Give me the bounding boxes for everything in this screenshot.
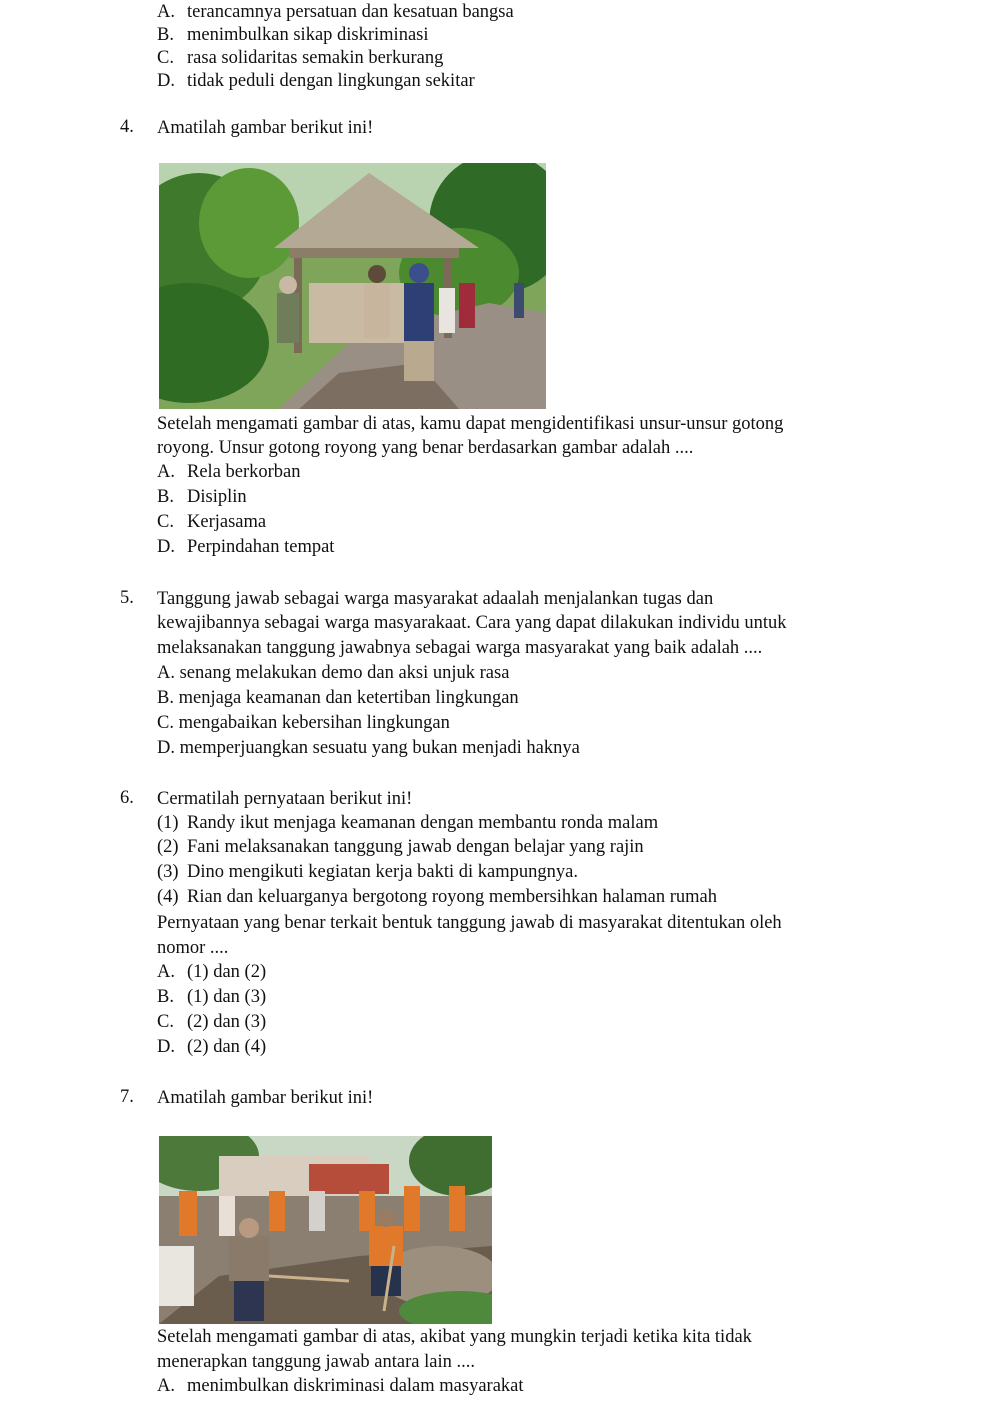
q6-statement-3: (3) Dino mengikuti kegiatan kerja bakti di kampungnya. bbox=[157, 862, 578, 882]
q5-question-line-3: melaksanakan tanggung jawabnya sebagai warga masyarakat yang baik adalah .... bbox=[157, 638, 763, 658]
q3-option-a[interactable]: A. terancamnya persatuan dan kesatuan bangsa bbox=[157, 2, 514, 22]
q3-option-d[interactable]: D. tidak peduli dengan lingkungan sekitar bbox=[157, 71, 475, 91]
q5-option-b[interactable]: B. menjaga keamanan dan ketertiban lingkungan bbox=[157, 688, 519, 708]
q7-number: 7. bbox=[120, 1087, 134, 1107]
q6-option-c[interactable]: C. (2) dan (3) bbox=[157, 1012, 267, 1032]
q5-question-line-1: Tanggung jawab sebagai warga masyarakat adaalah menjalankan tugas dan bbox=[157, 589, 714, 609]
q7-prompt: Amatilah gambar berikut ini! bbox=[157, 1088, 374, 1108]
q5-option-a[interactable]: A. senang melakukan demo dan aksi unjuk rasa bbox=[157, 663, 510, 683]
q7-question-line-1: Setelah mengamati gambar di atas, akibat yang mungkin terjadi ketika kita tidak bbox=[157, 1327, 752, 1347]
q4-photo-gotong-royong bbox=[159, 163, 546, 409]
q4-option-a[interactable]: A. Rela berkorban bbox=[157, 462, 301, 482]
q6-option-b[interactable]: B. (1) dan (3) bbox=[157, 987, 267, 1007]
q6-statement-2: (2) Fani melaksanakan tanggung jawab dengan belajar yang rajin bbox=[157, 837, 644, 857]
q6-number: 6. bbox=[120, 788, 134, 808]
q4-option-b[interactable]: B. Disiplin bbox=[157, 487, 247, 507]
q5-number: 5. bbox=[120, 588, 134, 608]
q6-statement-1: (1) Randy ikut menjaga keamanan dengan membantu ronda malam bbox=[157, 813, 659, 833]
q6-option-a[interactable]: A. (1) dan (2) bbox=[157, 962, 267, 982]
q4-option-d[interactable]: D. Perpindahan tempat bbox=[157, 537, 335, 557]
q5-option-d[interactable]: D. memperjuangkan sesuatu yang bukan menjadi haknya bbox=[157, 738, 580, 758]
q4-question-line-1: Setelah mengamati gambar di atas, kamu dapat mengidentifikasi unsur-unsur gotong bbox=[157, 414, 784, 434]
q6-statement-4: (4) Rian dan keluarganya bergotong royong membersihkan halaman rumah bbox=[157, 887, 718, 907]
q6-prompt: Cermatilah pernyataan berikut ini! bbox=[157, 789, 413, 809]
q6-option-d[interactable]: D. (2) dan (4) bbox=[157, 1037, 267, 1057]
q4-question-line-2: royong. Unsur gotong royong yang benar berdasarkan gambar adalah .... bbox=[157, 438, 694, 458]
q5-question-line-2: kewajibannya sebagai warga masyarakaat. Cara yang dapat dilakukan individu untuk bbox=[157, 613, 787, 633]
q6-question-line-1: Pernyataan yang benar terkait bentuk tanggung jawab di masyarakat ditentukan oleh bbox=[157, 913, 782, 933]
q3-option-c[interactable]: C. rasa solidaritas semakin berkurang bbox=[157, 48, 444, 68]
q6-question-line-2: nomor .... bbox=[157, 938, 229, 958]
q7-option-a[interactable]: A. menimbulkan diskriminasi dalam masyarakat bbox=[157, 1376, 524, 1396]
q4-number: 4. bbox=[120, 117, 134, 137]
q4-option-c[interactable]: C. Kerjasama bbox=[157, 512, 267, 532]
q7-photo-kerja-bakti bbox=[159, 1136, 492, 1324]
q4-prompt: Amatilah gambar berikut ini! bbox=[157, 118, 374, 138]
q7-question-line-2: menerapkan tanggung jawab antara lain .... bbox=[157, 1352, 475, 1372]
q5-option-c[interactable]: C. mengabaikan kebersihan lingkungan bbox=[157, 713, 450, 733]
q3-option-b[interactable]: B. menimbulkan sikap diskriminasi bbox=[157, 25, 429, 45]
